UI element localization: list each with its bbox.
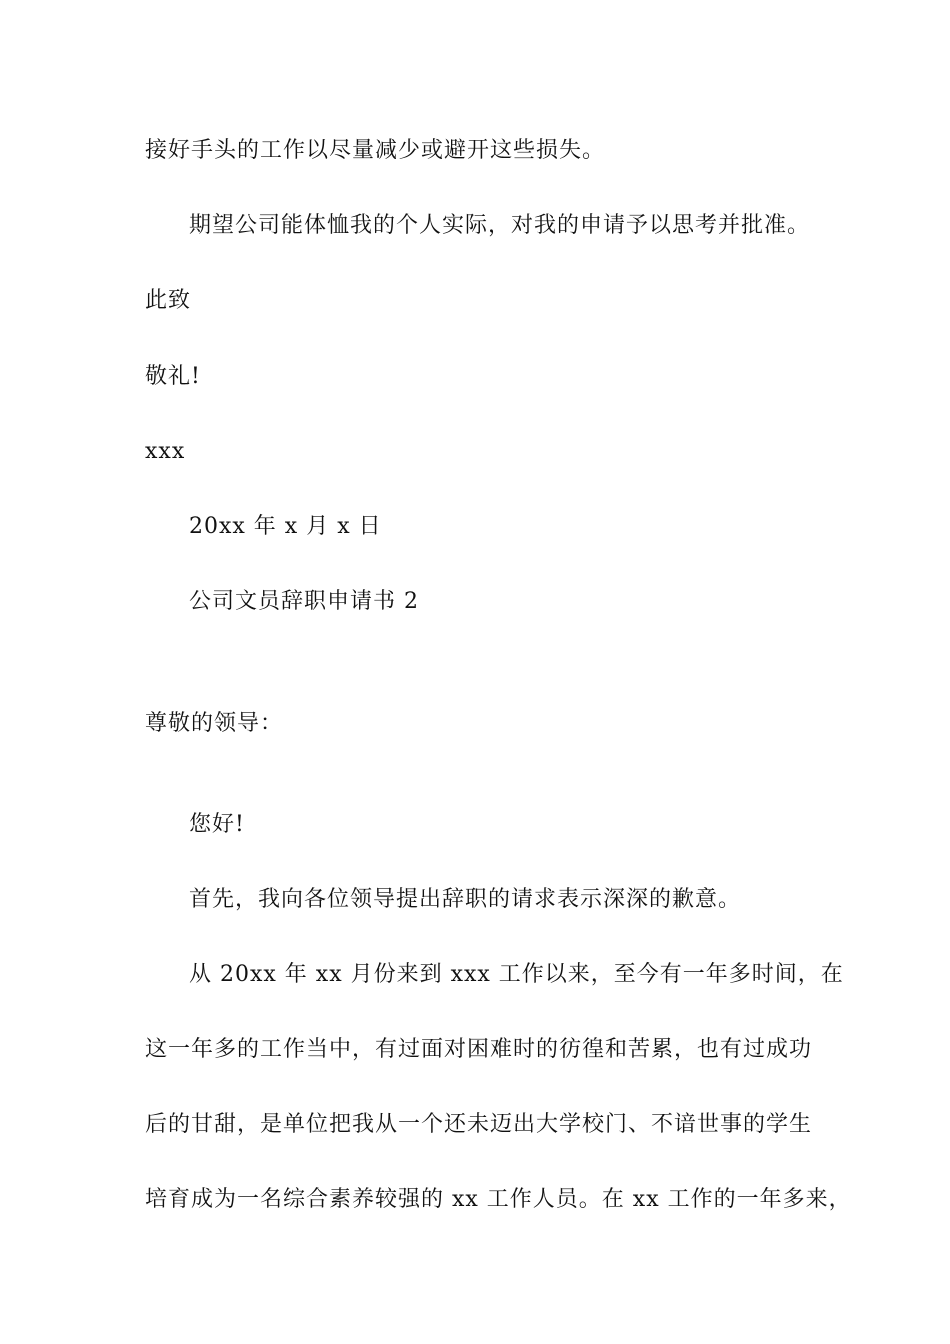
paragraph-line: 培育成为一名综合素养较强的 xx 工作人员。在 xx 工作的一年多来，	[145, 1187, 852, 1212]
closing-salutation: 此致	[145, 288, 192, 313]
closing-regards: 敬礼!	[145, 364, 201, 389]
section-title: 公司文员辞职申请书 2	[189, 589, 419, 614]
paragraph-line: 这一年多的工作当中，有过面对困难时的彷徨和苦累，也有过成功	[145, 1037, 813, 1062]
paragraph-line: 首先，我向各位领导提出辞职的请求表示深深的歉意。	[189, 887, 742, 912]
greeting: 尊敬的领导：	[145, 711, 284, 736]
paragraph-line: 期望公司能体恤我的个人实际，对我的申请予以思考并批准。	[189, 213, 811, 238]
paragraph-line: 从 20xx 年 xx 月份来到 xxx 工作以来，至今有一年多时间，在	[189, 962, 844, 987]
paragraph-line: 接好手头的工作以尽量减少或避开这些损失。	[145, 138, 606, 163]
paragraph-line: 后的甘甜，是单位把我从一个还未迈出大学校门、不谙世事的学生	[145, 1112, 813, 1137]
signature-name: xxx	[145, 439, 186, 464]
greeting-hello: 您好!	[189, 812, 245, 837]
signature-date: 20xx 年 x 月 x 日	[189, 514, 382, 539]
